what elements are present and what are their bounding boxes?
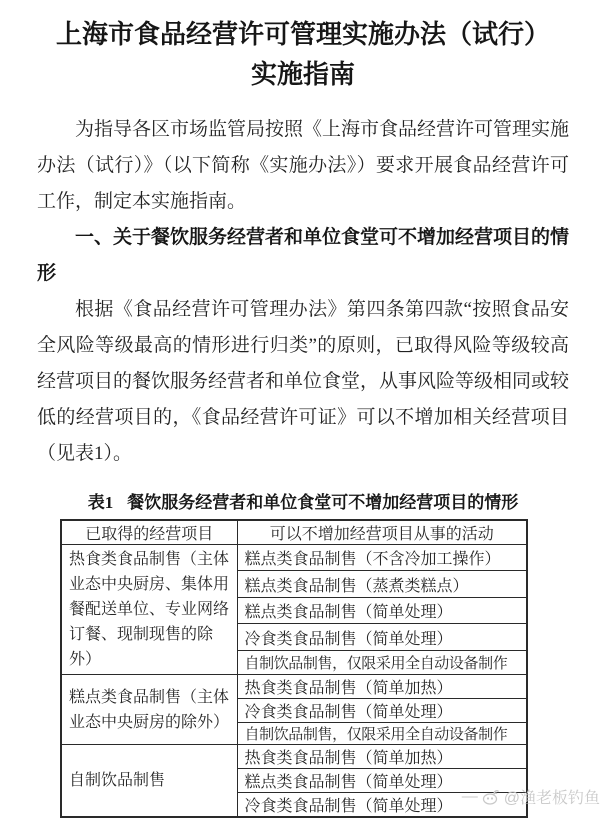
column-header-acquired-items: 已取得的经营项目 (61, 520, 237, 545)
activity-cell: 自制饮品制售，仅限采用全自动设备制作 (237, 650, 527, 674)
title-line-2: 实施指南 (250, 59, 355, 89)
title-line-1: 上海市食品经营许可管理实施办法（试行） (55, 19, 550, 49)
table-row (61, 545, 527, 571)
section-1-heading: 一、关于餐饮服务经营者和单位食堂可不增加经营项目的情形 (37, 227, 570, 284)
activity-cell: 热食类食品制售（简单加热） (237, 675, 527, 699)
activity-cell: 糕点类食品制售（蒸煮类糕点） (237, 571, 527, 597)
table-row (61, 745, 527, 769)
table-caption-title: 餐饮服务经营者和单位食堂可不增加经营项目的情形 (127, 493, 519, 512)
intro-paragraph: 为指导各区市场监管局按照《上海市食品经营许可管理实施办法（试行）》（以下简称《实施办法》）要求开展食品经营许可工作，制定本实施指南。 (37, 119, 570, 212)
activity-cell: 冷食类食品制售（简单处理） (237, 793, 527, 818)
watermark-handle: @渔老板钓鱼 (503, 790, 600, 807)
table-caption (0, 488, 606, 513)
column-header-allowed-activities: 可以不增加经营项目从事的活动 (237, 520, 527, 545)
acquired-item-cell: 糕点类食品制售（主体业态中央厨房的除外） (61, 675, 237, 745)
acquired-item-cell: 自制饮品制售 (61, 745, 237, 818)
activity-cell: 冷食类食品制售（简单处理） (237, 624, 527, 650)
activity-cell: 自制饮品制售，仅限采用全自动设备制作 (237, 723, 527, 745)
weibo-mascot-icon (481, 788, 501, 806)
activity-cell: 热食类食品制售（简单加热） (237, 745, 527, 769)
document-title (0, 14, 606, 94)
activity-cell: 糕点类食品制售（简单处理） (237, 597, 527, 623)
watermark (462, 785, 600, 808)
table-1 (60, 519, 528, 818)
table-row (61, 675, 527, 699)
activity-cell: 糕点类食品制售（不含冷加工操作） (237, 545, 527, 571)
activity-cell: 冷食类食品制售（简单处理） (237, 699, 527, 723)
acquired-item-cell: 热食类食品制售（主体业态中央厨房、集体用餐配送单位、专业网络订餐、现制现售的除外） (61, 545, 237, 675)
watermark-dash: — (461, 787, 476, 805)
document-page (0, 14, 606, 814)
activity-cell: 糕点类食品制售（简单处理） (237, 769, 527, 793)
table-caption-label: 表1 (87, 493, 114, 512)
section-1-paragraph: 根据《食品经营许可管理办法》第四条第四款“按照食品安全风险等级最高的情形进行归类”的原则，已取得风险等级较高经营项目的餐饮服务经营者和单位食堂，从事风险等级相同或较低的经营项目的，《食品经营许可证》可以不增加相关经营项目（见表1）。 (37, 299, 570, 464)
table-header-row (61, 520, 527, 545)
document-body (37, 112, 569, 472)
